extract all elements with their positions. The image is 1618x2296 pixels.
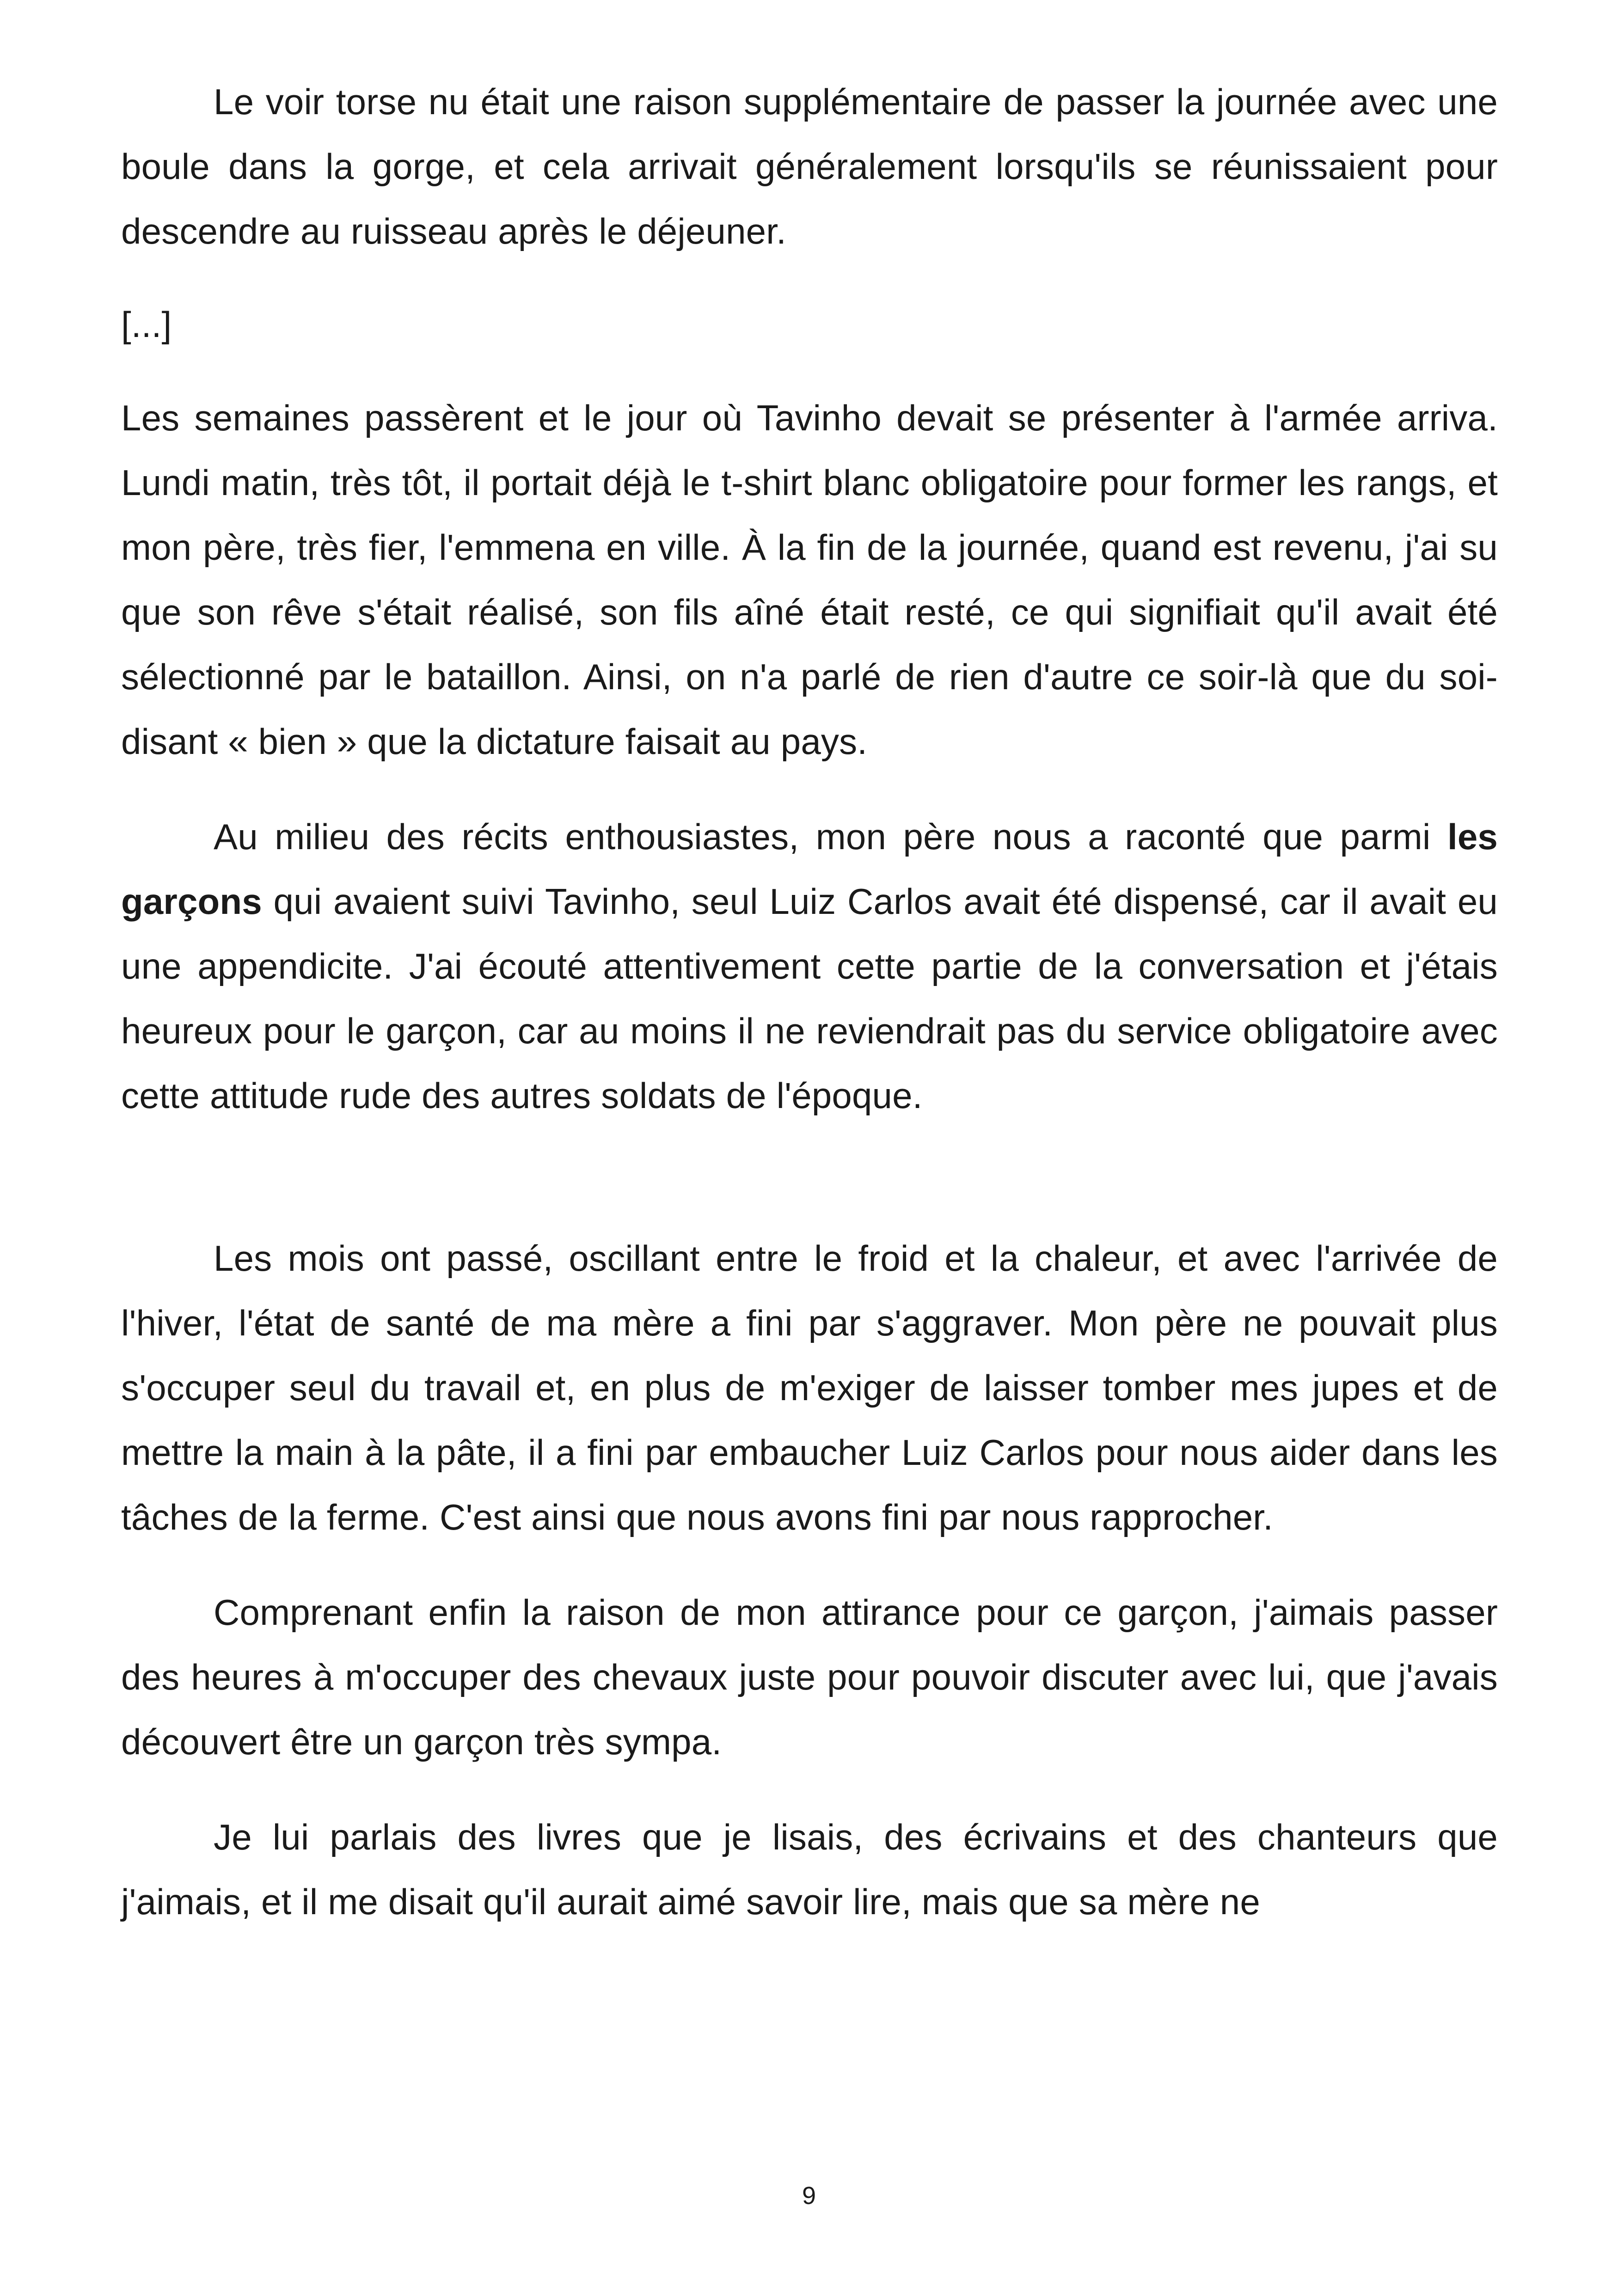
page-number: 9 — [802, 2182, 816, 2210]
paragraph-6: Je lui parlais des livres que je lisais, des écrivains et des chanteurs que j'aimais, et il me disait qu'il aurait aimé savoir lire, mais que sa mère ne — [121, 1817, 1498, 1922]
paragraph-3-text-end: qui avaient suivi Tavinho, seul Luiz Carlos avait été dispensé, car il avait eu une appendicite. J'ai écouté attentivement cette partie de la conversation et j'étais heureux pour le garçon, car au moins il ne reviendrait pas du service obligatoire avec cette attitude rude des autres soldats de l'époque. — [121, 881, 1498, 1116]
paragraph-3-bold-text: les garçons — [121, 816, 1498, 922]
paragraph-4: Les mois ont passé, oscillant entre le froid et la chaleur, et avec l'arrivée de l'hiver, l'état de santé de ma mère a fini par s'aggraver. Mon père ne pouvait plus s'occuper seul du travail et, en plus de m'exiger de laisser tomber mes jupes et de mettre la main à la pâte, il a fini par embaucher Luiz Carlos pour nous aider dans les tâches de la ferme. C'est ainsi que nous avons fini par nous rapprocher. — [121, 1238, 1498, 1537]
paragraph-3-text-start: Au milieu des récits enthousiastes, mon père nous a raconté que parmi — [214, 816, 1447, 857]
document-page — [121, 69, 1498, 2205]
paragraph-1: Le voir torse nu était une raison supplémentaire de passer la journée avec une boule dans la gorge, et cela arrivait généralement lorsqu'ils se réunissaient pour descendre au ruisseau après le déjeuner. — [121, 81, 1498, 251]
paragraph-5: Comprenant enfin la raison de mon attirance pour ce garçon, j'aimais passer des heures à m'occuper des chevaux juste pour pouvoir discuter avec lui, que j'avais découvert être un garçon très sympa. — [121, 1592, 1498, 1762]
paragraph-2: Les semaines passèrent et le jour où Tavinho devait se présenter à l'armée arriva. Lundi matin, très tôt, il portait déjà le t-shirt blanc obligatoire pour former les rangs, et mon père, très fier, l'emmena en ville. À la fin de la journée, quand est revenu, j'ai su que son rêve s'était réalisé, son fils aîné était resté, ce qui signifiait qu'il avait été sélectionné par le bataillon. Ainsi, on n'a parlé de rien d'autre ce soir-là que du soi-disant « bien » que la dictature faisait au pays. — [121, 398, 1498, 762]
paragraph-ellipsis: [...] — [121, 304, 172, 345]
paragraph-3 — [121, 804, 1498, 1128]
